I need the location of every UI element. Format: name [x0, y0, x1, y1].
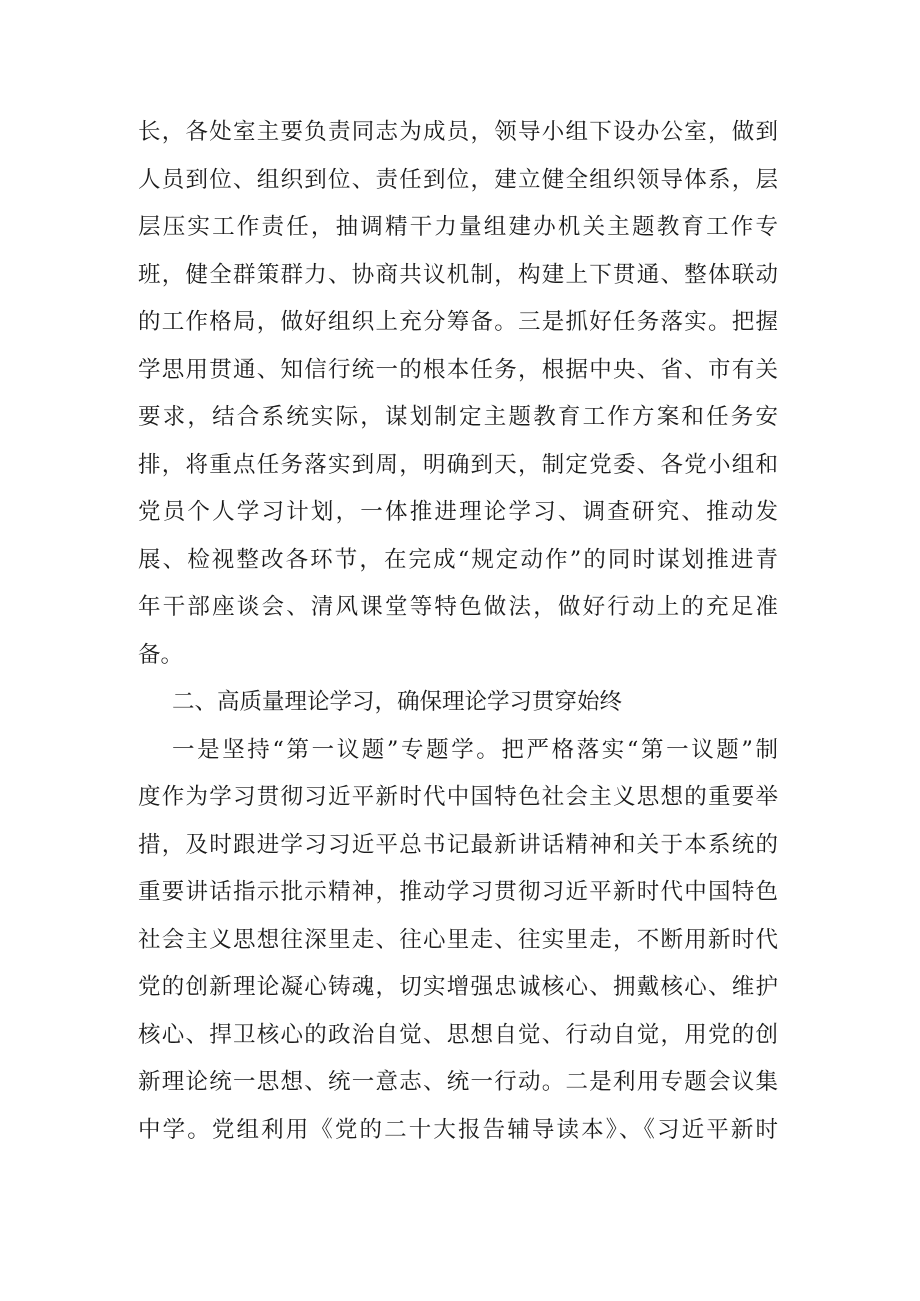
text-line-12: 备。 [138, 641, 184, 668]
text-line-18: 社会主义思想往深里走、往心里走、往实里走，不断用新时代 [138, 926, 778, 953]
text-line-19: 党的创新理论凝心铸魂，切实增强忠诚核心、拥戴核心、维护 [138, 974, 778, 1000]
section-heading: 二、高质量理论学习，确保理论学习贯穿始终 [172, 689, 623, 715]
text-line-3: 层压实工作责任，抽调精干力量组建办机关主题教育工作专 [138, 214, 778, 240]
text-line-16: 措，及时跟进学习习近平总书记最新讲话精神和关于本系统的 [138, 831, 778, 858]
text-line-9: 党员个人学习计划，一体推进理论学习、调查研究、推动发 [138, 499, 778, 525]
text-line-20: 核心、捍卫核心的政治自觉、思想自觉、行动自觉，用党的创 [138, 1021, 778, 1048]
text-line-22: 中学。党组利用《党的二十大报告辅导读本》、《习近平新时 [138, 1116, 778, 1143]
text-line-17: 重要讲话指示批示精神，推动学习贯彻习近平新时代中国特色 [138, 879, 778, 905]
text-line-2: 人员到位、组织到位、责任到位，建立健全组织领导体系，层 [138, 166, 778, 193]
text-line-7: 要求，结合系统实际，谋划制定主题教育工作方案和任务安 [138, 404, 778, 430]
text-line-11: 年干部座谈会、清风课堂等特色做法，做好行动上的充足准 [138, 594, 778, 620]
text-line-15: 度作为学习贯彻习近平新时代中国特色社会主义思想的重要举 [138, 784, 778, 810]
text-line-4: 班，健全群策群力、协商共议机制，构建上下贯通、整体联动 [138, 261, 778, 288]
text-line-10: 展、检视整改各环节，在完成“规定动作”的同时谋划推进青 [138, 546, 778, 573]
text-line-1: 长，各处室主要负责同志为成员，领导小组下设办公室，做到 [138, 119, 778, 145]
text-line-6: 学思用贯通、知信行统一的根本任务，根据中央、省、市有关 [138, 356, 778, 383]
text-line-14: 一是坚持“第一议题”专题学。把严格落实“第一议题”制 [172, 736, 778, 763]
text-line-8: 排，将重点任务落实到周，明确到天，制定党委、各党小组和 [138, 451, 778, 478]
text-line-5: 的工作格局，做好组织上充分筹备。三是抓好任务落实。把握 [138, 309, 778, 335]
body-text [138, 109, 778, 1154]
text-line-21: 新理论统一思想、统一意志、统一行动。二是利用专题会议集 [138, 1069, 778, 1095]
